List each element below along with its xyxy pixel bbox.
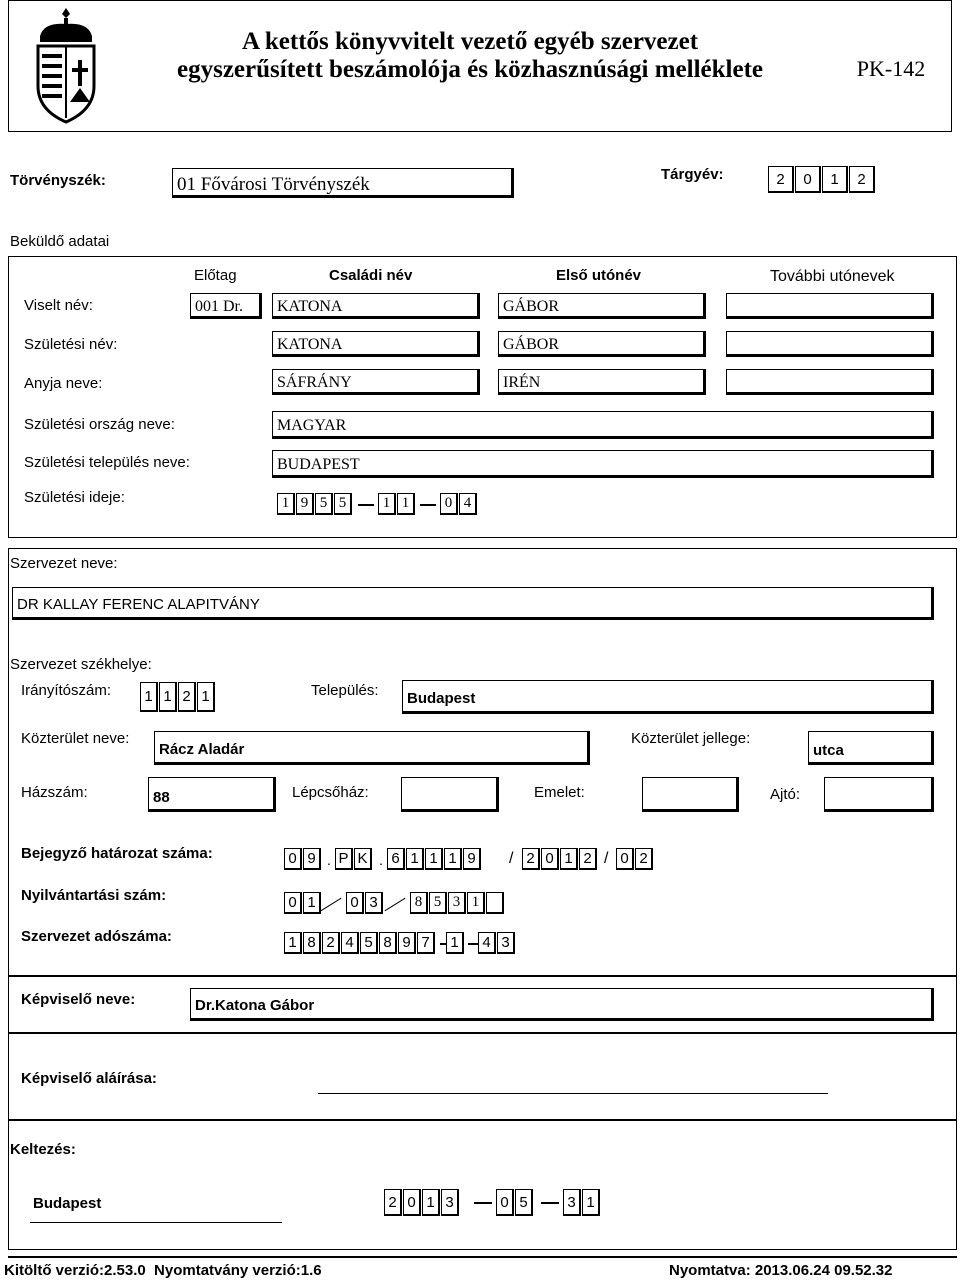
reg-slash: / — [509, 850, 514, 867]
digit-box[interactable]: 7 — [417, 932, 435, 954]
digit-box[interactable]: 0 — [795, 166, 821, 193]
door-label: Ajtó: — [770, 786, 801, 803]
digit-box[interactable]: 0 — [284, 892, 302, 914]
digit-box[interactable]: 0 — [541, 848, 559, 870]
dated-place-line — [30, 1222, 282, 1223]
court-field[interactable]: 01 Fővárosi Törvényszék — [172, 168, 514, 198]
tax-part-b[interactable] — [446, 932, 465, 954]
street-field[interactable]: Rácz Aladár — [154, 731, 590, 765]
staircase-field[interactable] — [401, 777, 499, 812]
digit-box[interactable]: 9 — [463, 848, 481, 870]
digit-box[interactable]: 2 — [635, 848, 653, 870]
digit-box[interactable]: 1 — [197, 682, 215, 712]
dated-day-digits[interactable] — [563, 1189, 601, 1216]
worn-prefix-field[interactable]: 001 Dr. — [190, 293, 262, 319]
org-name-label: Szervezet neve: — [10, 555, 118, 572]
record-number-label: Nyilvántartási szám: — [21, 887, 167, 904]
tax-number-label: Szervezet adószáma: — [21, 928, 172, 945]
worn-first-field[interactable]: GÁBOR — [498, 293, 706, 319]
year-digits[interactable] — [768, 166, 876, 193]
digit-box[interactable]: 2 — [579, 848, 597, 870]
digit-box[interactable]: 5 — [360, 932, 378, 954]
digit-box[interactable]: 2 — [322, 932, 340, 954]
digit-box[interactable]: 9 — [296, 493, 314, 515]
digit-box[interactable]: 6 — [387, 848, 405, 870]
signature-label: Képviselő aláírása: — [21, 1070, 157, 1087]
reg-part-b[interactable] — [335, 848, 373, 870]
digit-box[interactable]: 2 — [849, 166, 875, 193]
digit-box[interactable]: P — [335, 848, 353, 870]
worn-family-field[interactable]: KATONA — [272, 293, 480, 319]
digit-box[interactable]: 1 — [560, 848, 578, 870]
staircase-label: Lépcsőház: — [292, 784, 369, 801]
footer-version: Kitöltő verzió:2.53.0 Nyomtatvány verzió:1.6 — [4, 1262, 322, 1279]
court-label: Törvényszék: — [10, 172, 106, 189]
floor-label: Emelet: — [534, 784, 585, 801]
digit-box[interactable]: 1 — [406, 848, 424, 870]
digit-box[interactable]: 0 — [403, 1189, 421, 1216]
digit-box[interactable]: 2 — [384, 1189, 402, 1216]
digit-box[interactable]: 9 — [303, 848, 321, 870]
digit-box[interactable]: 8 — [410, 892, 428, 914]
record-part-a[interactable] — [284, 892, 322, 914]
digit-box[interactable]: 0 — [284, 848, 302, 870]
birth-city-field[interactable]: BUDAPEST — [272, 450, 934, 478]
reg-dot: . — [379, 852, 383, 868]
zip-digits[interactable] — [140, 682, 216, 712]
digit-box[interactable]: 1 — [303, 892, 321, 914]
reg-part-d[interactable] — [522, 848, 598, 870]
digit-box[interactable]: 1 — [822, 166, 848, 193]
digit-box[interactable]: 4 — [478, 932, 496, 954]
digit-box[interactable]: 3 — [365, 892, 383, 914]
digit-box[interactable]: 5 — [334, 493, 352, 515]
digit-box[interactable]: 5 — [315, 493, 333, 515]
reg-part-a[interactable] — [284, 848, 322, 870]
reg-part-e[interactable] — [616, 848, 654, 870]
col-first-label: Első utónév — [556, 267, 642, 284]
birth-date-label: Születési ideje: — [24, 489, 125, 506]
birth-name-label: Születési név: — [24, 336, 118, 353]
footer-printed: Nyomtatva: 2013.06.24 09.52.32 — [669, 1262, 893, 1279]
digit-box[interactable]: 3 — [497, 932, 515, 954]
org-city-label: Település: — [311, 682, 379, 699]
org-seat-label: Szervezet székhelye: — [10, 656, 152, 673]
mother-name-label: Anyja neve: — [24, 375, 103, 392]
worn-more-field[interactable] — [726, 293, 934, 319]
date-separator — [420, 504, 436, 506]
digit-box[interactable]: 8 — [303, 932, 321, 954]
birth-family-field[interactable]: KATONA — [272, 331, 480, 357]
tax-part-a[interactable] — [284, 932, 436, 954]
org-city-field[interactable]: Budapest — [402, 680, 934, 714]
signature-line[interactable] — [318, 1093, 828, 1094]
digit-box[interactable]: 1 — [582, 1189, 600, 1216]
digit-box[interactable]: 1 — [397, 493, 415, 515]
digit-box[interactable]: 3 — [563, 1189, 581, 1216]
col-prefix-label: Előtag — [194, 267, 237, 284]
date-separator — [474, 1202, 492, 1204]
record-part-c[interactable] — [410, 892, 505, 914]
tax-separator — [468, 943, 478, 945]
tax-part-c[interactable] — [478, 932, 516, 954]
digit-box[interactable]: 0 — [496, 1189, 514, 1216]
mother-first-field[interactable]: IRÉN — [498, 369, 706, 395]
digit-box[interactable]: 1 — [140, 682, 158, 712]
digit-box[interactable]: 1 — [422, 1189, 440, 1216]
digit-box[interactable]: 1 — [446, 932, 464, 954]
worn-name-label: Viselt név: — [24, 297, 93, 314]
floor-field[interactable] — [642, 777, 739, 812]
form-title-line2: egyszerűsített beszámolója és közhasznúsági melléklete — [177, 56, 763, 83]
digit-box[interactable]: 1 — [378, 493, 396, 515]
digit-box[interactable]: 2 — [178, 682, 196, 712]
rep-name-field[interactable]: Dr.Katona Gábor — [190, 988, 934, 1021]
birth-country-field[interactable]: MAGYAR — [272, 411, 934, 439]
dated-label: Keltezés: — [10, 1141, 76, 1158]
year-label: Tárgyév: — [661, 166, 724, 183]
reg-part-c[interactable] — [387, 848, 482, 870]
birth-country-label: Születési ország neve: — [24, 416, 175, 433]
digit-box[interactable]: 9 — [398, 932, 416, 954]
zip-label: Irányítószám: — [21, 682, 112, 699]
digit-box[interactable]: 2 — [522, 848, 540, 870]
dated-month-digits[interactable] — [496, 1189, 534, 1216]
door-field[interactable] — [824, 777, 934, 812]
dated-place[interactable]: Budapest — [33, 1195, 102, 1212]
digit-box[interactable]: 1 — [444, 848, 462, 870]
digit-box[interactable]: 3 — [448, 892, 466, 914]
date-separator — [541, 1202, 559, 1204]
digit-box[interactable]: 1 — [159, 682, 177, 712]
street-label: Közterület neve: — [21, 730, 130, 747]
digit-box[interactable]: 3 — [441, 1189, 459, 1216]
reg-dot: . — [327, 852, 331, 868]
birth-city-label: Születési település neve: — [24, 454, 190, 471]
org-name-field[interactable]: DR KALLAY FERENC ALAPITVÁNY — [12, 587, 934, 620]
col-more-label: További utónevek — [770, 268, 895, 285]
digit-box[interactable]: 4 — [341, 932, 359, 954]
reg-slash: / — [604, 850, 609, 867]
digit-box[interactable]: 4 — [459, 493, 477, 515]
footer-divider — [8, 1256, 957, 1258]
reg-decision-label: Bejegyző határozat száma: — [21, 845, 213, 862]
street-type-field[interactable]: utca — [808, 731, 934, 765]
rep-name-label: Képviselő neve: — [21, 991, 136, 1008]
digit-box[interactable]: 1 — [425, 848, 443, 870]
digit-box[interactable]: 0 — [346, 892, 364, 914]
digit-box[interactable]: K — [354, 848, 372, 870]
digit-box[interactable]: 5 — [429, 892, 447, 914]
dated-frame — [8, 1120, 957, 1250]
coat-of-arms-icon — [30, 6, 102, 126]
birth-first-field[interactable]: GÁBOR — [498, 331, 706, 357]
house-number-field[interactable]: 88 — [148, 777, 276, 812]
digit-box[interactable]: 0 — [616, 848, 634, 870]
house-number-label: Házszám: — [21, 784, 88, 801]
digit-box[interactable]: 1 — [467, 892, 485, 914]
digit-box[interactable]: 5 — [515, 1189, 533, 1216]
street-type-label: Közterület jellege: — [631, 730, 751, 747]
birth-year-digits[interactable] — [277, 493, 353, 515]
digit-box[interactable]: 2 — [768, 166, 794, 193]
dated-year-digits[interactable] — [384, 1189, 460, 1216]
digit-box[interactable]: 0 — [440, 493, 458, 515]
digit-box[interactable] — [486, 892, 504, 914]
mother-family-field[interactable]: SÁFRÁNY — [272, 369, 480, 395]
digit-box[interactable]: 1 — [284, 932, 302, 954]
birth-day-digits[interactable] — [440, 493, 478, 515]
col-family-label: Családi név — [329, 267, 413, 284]
digit-box[interactable]: 8 — [379, 932, 397, 954]
record-part-b[interactable] — [346, 892, 384, 914]
sender-section-label: Beküldő adatai — [10, 233, 110, 250]
form-title-line1: A kettős könyvvitelt vezető egyéb szervezet — [241, 28, 699, 55]
mother-more-field[interactable] — [726, 369, 934, 395]
digit-box[interactable]: 1 — [277, 493, 295, 515]
form-code: PK-142 — [856, 56, 926, 81]
birth-month-digits[interactable] — [378, 493, 416, 515]
birth-more-field[interactable] — [726, 331, 934, 357]
date-separator — [358, 504, 374, 506]
